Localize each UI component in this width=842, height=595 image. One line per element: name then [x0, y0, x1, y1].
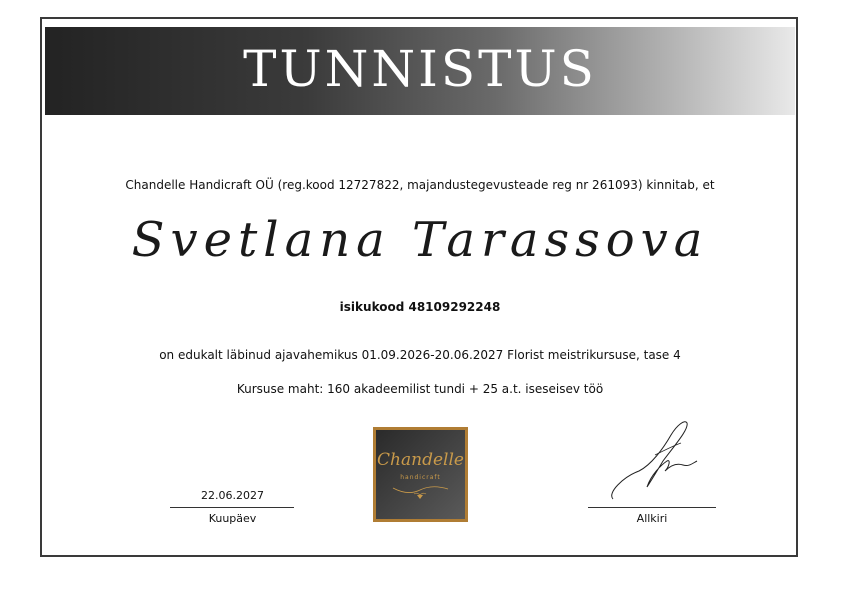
logo-sub-text: handicraft: [400, 474, 441, 481]
course-text: on edukalt läbinud ajavahemikus 01.09.2026-20.06.2027 Florist meistrikursuse, tase 4: [159, 348, 681, 362]
title-banner: [45, 27, 795, 115]
logo-flourish-icon: [388, 480, 453, 502]
date-underline: [170, 507, 294, 508]
recipient-name: Svetlana Tarassova: [131, 212, 709, 268]
volume-text: Kursuse maht: 160 akadeemilist tundi + 25 a.t. iseseisev töö: [236, 382, 604, 396]
signature-underline: [588, 507, 716, 508]
id-code: isikukood 48109292248: [339, 300, 501, 314]
company-logo: [373, 427, 468, 522]
date-value: 22.06.2027: [201, 489, 264, 502]
signature-label: Allkiri: [636, 512, 668, 525]
date-label: Kuupäev: [208, 512, 257, 525]
logo-script-text: Chandelle: [377, 450, 464, 470]
certificate-title: TUNNISTUS: [243, 40, 597, 98]
intro-text: Chandelle Handicraft OÜ (reg.kood 12727822, majandustegevusteade reg nr 261093) kinnitab, et: [125, 178, 715, 192]
handwritten-signature-icon: [605, 415, 705, 505]
